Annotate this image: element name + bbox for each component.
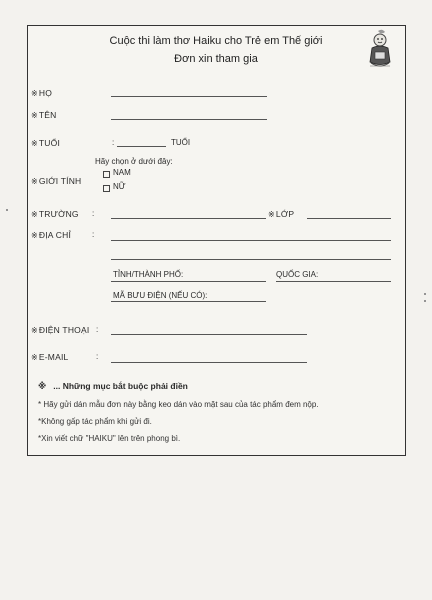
truong-colon: :: [92, 209, 95, 218]
form-title: Cuộc thi làm thơ Haiku cho Trẻ em Thế giới: [109, 35, 323, 47]
quoc-gia-field[interactable]: [276, 281, 391, 282]
required-mark: ※: [31, 139, 38, 148]
scan-speck: [424, 293, 426, 295]
checkbox-nam[interactable]: [103, 171, 110, 178]
lop-label: ※LỚP: [268, 209, 295, 219]
scan-speck: [424, 300, 426, 302]
email-colon: :: [96, 352, 99, 361]
required-mark: ※: [31, 177, 38, 186]
tinh-thanh-pho-label: TỈNH/THÀNH PHỐ:: [113, 270, 184, 279]
option-nam-label: NAM: [113, 168, 131, 177]
checkbox-nu[interactable]: [103, 185, 110, 192]
ho-label: ※HỌ: [31, 88, 53, 98]
tuoi-field[interactable]: [117, 146, 166, 147]
form-subtitle: Đơn xin tham gia: [174, 53, 258, 65]
ten-label: ※TÊN: [31, 110, 57, 120]
lop-field[interactable]: [307, 218, 391, 219]
required-mark: ※: [31, 89, 38, 98]
dien-thoai-label: ※ĐIỆN THOẠI: [31, 325, 90, 335]
dia-chi-colon: :: [92, 230, 95, 239]
ho-field[interactable]: [111, 96, 267, 97]
tuoi-colon: :: [112, 138, 115, 147]
note-item: *Xin viết chữ "HAIKU" lên trên phong bì.: [38, 434, 181, 443]
dien-thoai-field[interactable]: [111, 334, 307, 335]
tuoi-label: ※TUỔI: [31, 138, 61, 148]
ten-field[interactable]: [111, 119, 267, 120]
required-mark: ※: [31, 353, 38, 362]
email-label: ※E-MAIL: [31, 352, 69, 362]
note-item: *Không gấp tác phẩm khi gửi đi.: [38, 417, 152, 426]
quoc-gia-label: QUỐC GIA:: [276, 270, 319, 279]
gioi-tinh-prompt: Hãy chọn ở dưới đây:: [95, 157, 173, 166]
email-field[interactable]: [111, 362, 307, 363]
tuoi-unit: TUỔI: [171, 138, 191, 147]
dia-chi-label: ※ĐỊA CHỈ: [31, 230, 72, 240]
scan-speck: [6, 209, 8, 211]
dia-chi-line-2[interactable]: [111, 259, 391, 260]
truong-field[interactable]: [111, 218, 266, 219]
option-nu-label: NỮ: [113, 182, 126, 191]
dia-chi-line-1[interactable]: [111, 240, 391, 241]
required-mark: ※: [31, 326, 38, 335]
required-mark: ※: [31, 231, 38, 240]
required-mark: ※: [31, 111, 38, 120]
mascot-illustration-icon: [364, 28, 396, 72]
required-note: ※ ... Những mục bắt buộc phải điền: [38, 381, 188, 391]
dien-thoai-colon: :: [96, 325, 99, 334]
gioi-tinh-label: ※GIỚI TÍNH: [31, 176, 82, 186]
tinh-thanh-pho-field[interactable]: [111, 281, 266, 282]
note-item: * Hãy gửi dán mẫu đơn này bằng keo dán vào mặt sau của tác phẩm đem nộp.: [38, 400, 319, 409]
truong-label: ※TRƯỜNG: [31, 209, 79, 219]
required-mark: ※: [31, 210, 38, 219]
ma-buu-dien-field[interactable]: [111, 301, 266, 302]
ma-buu-dien-label: MÃ BƯU ĐIỆN (NẾU CÓ):: [113, 291, 208, 300]
required-mark: ※: [268, 210, 275, 219]
